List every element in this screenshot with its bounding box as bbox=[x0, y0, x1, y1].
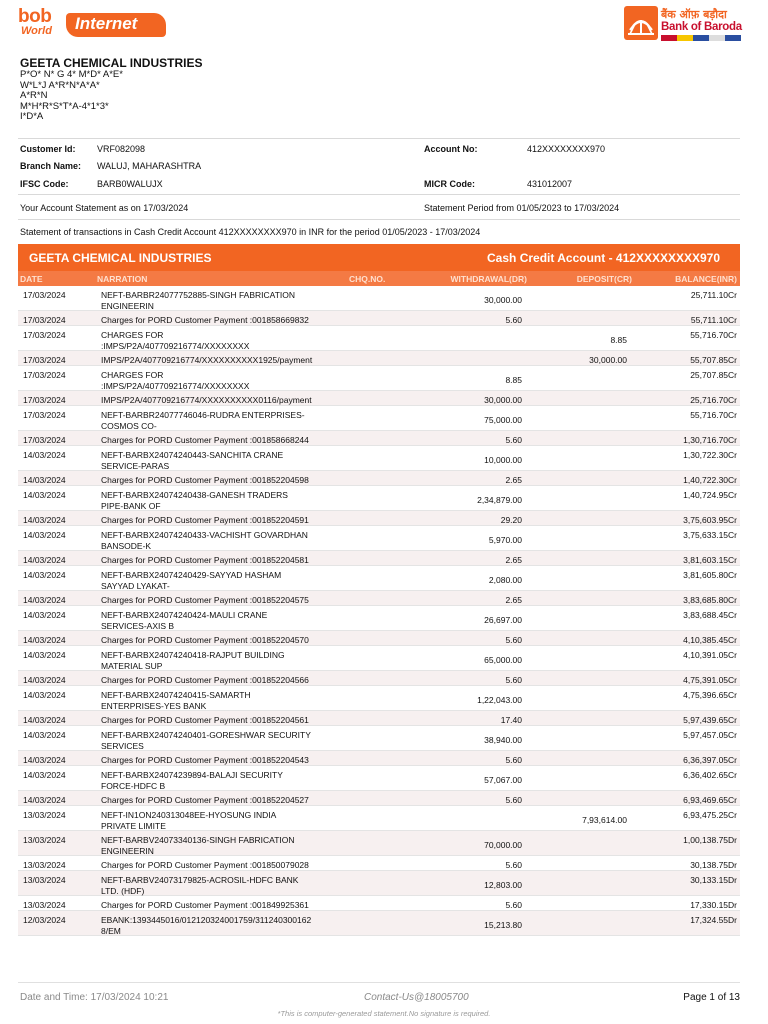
logo-world-text: World bbox=[21, 25, 52, 37]
table-row bbox=[18, 286, 740, 311]
account-no-value: 412XXXXXXXX970 bbox=[527, 144, 606, 154]
col-chq-no: CHQ.NO. bbox=[349, 274, 386, 284]
row-balance: 4,75,391.05Cr bbox=[683, 675, 737, 685]
row-balance: 5,97,439.65Cr bbox=[683, 715, 737, 725]
row-withdrawal: 26,697.00 bbox=[484, 615, 522, 625]
row-date: 13/03/2024 bbox=[23, 900, 66, 910]
narration-line: CHARGES FOR bbox=[101, 370, 164, 380]
row-withdrawal: 2.65 bbox=[505, 555, 522, 565]
narration-line: BANSODE-K bbox=[101, 540, 152, 551]
table-row bbox=[18, 311, 740, 326]
row-date: 14/03/2024 bbox=[23, 530, 66, 540]
table-row bbox=[18, 686, 740, 711]
branch-name-label: Branch Name: bbox=[20, 161, 82, 171]
customer-address bbox=[20, 70, 123, 123]
row-narration bbox=[101, 635, 309, 646]
row-withdrawal: 57,067.00 bbox=[484, 775, 522, 785]
row-withdrawal: 2.65 bbox=[505, 475, 522, 485]
narration-line: MATERIAL SUP bbox=[101, 660, 163, 671]
row-withdrawal: 5.60 bbox=[505, 795, 522, 805]
customer-name: GEETA CHEMICAL INDUSTRIES bbox=[20, 56, 203, 70]
narration-line: Charges for PORD Customer Payment :001852204570 bbox=[101, 635, 309, 645]
row-narration bbox=[101, 435, 309, 446]
narration-line: NEFT-BARBX24074239894-BALAJI SECURITY bbox=[101, 770, 283, 780]
row-balance: 4,10,391.05Cr bbox=[683, 650, 737, 660]
narration-line: PRIVATE LIMITE bbox=[101, 820, 166, 831]
row-narration bbox=[101, 690, 251, 711]
row-date: 17/03/2024 bbox=[23, 330, 66, 340]
row-narration bbox=[101, 370, 249, 391]
row-date: 17/03/2024 bbox=[23, 355, 66, 365]
table-row bbox=[18, 326, 740, 351]
row-narration bbox=[101, 475, 309, 486]
table-row bbox=[18, 711, 740, 726]
table-row bbox=[18, 446, 740, 471]
table-row bbox=[18, 486, 740, 511]
table-row bbox=[18, 566, 740, 591]
footer-note: *This is computer-generated statement.No signature is required. bbox=[277, 1009, 491, 1018]
row-narration bbox=[101, 730, 311, 751]
row-balance: 30,133.15Dr bbox=[690, 875, 737, 885]
row-date: 13/03/2024 bbox=[23, 875, 66, 885]
row-narration bbox=[101, 330, 249, 351]
narration-line: Charges for PORD Customer Payment :001858669832 bbox=[101, 315, 309, 325]
narration-line: NEFT-BARBX24074240429-SAYYAD HASHAM bbox=[101, 570, 282, 580]
row-withdrawal: 30,000.00 bbox=[484, 295, 522, 305]
narration-line: SERVICE-PARAS bbox=[101, 460, 170, 471]
table-row bbox=[18, 791, 740, 806]
baroda-sun-icon bbox=[624, 6, 658, 40]
row-balance: 55,711.10Cr bbox=[690, 315, 737, 325]
row-date: 13/03/2024 bbox=[23, 810, 66, 820]
narration-line: NEFT-BARBX24074240438-GANESH TRADERS bbox=[101, 490, 288, 500]
row-deposit: 30,000.00 bbox=[589, 355, 627, 365]
row-balance: 3,81,603.15Cr bbox=[683, 555, 737, 565]
table-row bbox=[18, 606, 740, 631]
bank-of-baroda-logo bbox=[624, 4, 744, 42]
divider bbox=[18, 138, 740, 139]
row-date: 17/03/2024 bbox=[23, 410, 66, 420]
table-row bbox=[18, 896, 740, 911]
row-date: 14/03/2024 bbox=[23, 715, 66, 725]
table-row bbox=[18, 471, 740, 486]
footer-page-number: Page 1 of 13 bbox=[683, 992, 740, 1003]
table-row bbox=[18, 351, 740, 366]
table-row bbox=[18, 391, 740, 406]
narration-line: Charges for PORD Customer Payment :001850079028 bbox=[101, 860, 309, 870]
table-row bbox=[18, 631, 740, 646]
statement-period: Statement Period from 01/05/2023 to 17/03/2024 bbox=[424, 203, 620, 213]
row-withdrawal: 12,803.00 bbox=[484, 880, 522, 890]
narration-line: NEFT-BARBX24074240401-GORESHWAR SECURITY bbox=[101, 730, 311, 740]
narration-line: ENGINEERIN bbox=[101, 845, 154, 856]
customer-id-label: Customer Id: bbox=[20, 144, 76, 154]
row-date: 17/03/2024 bbox=[23, 395, 66, 405]
row-withdrawal: 8.85 bbox=[505, 375, 522, 385]
row-withdrawal: 65,000.00 bbox=[484, 655, 522, 665]
row-withdrawal: 30,000.00 bbox=[484, 395, 522, 405]
table-row bbox=[18, 726, 740, 751]
ifsc-label: IFSC Code: bbox=[20, 179, 69, 189]
table-row bbox=[18, 831, 740, 856]
banner-account-type: Cash Credit Account - 412XXXXXXXX970 bbox=[487, 251, 720, 265]
row-date: 14/03/2024 bbox=[23, 475, 66, 485]
row-date: 12/03/2024 bbox=[23, 915, 66, 925]
table-row bbox=[18, 431, 740, 446]
row-date: 14/03/2024 bbox=[23, 635, 66, 645]
row-balance: 5,97,457.05Cr bbox=[683, 730, 737, 740]
table-row bbox=[18, 591, 740, 606]
row-narration bbox=[101, 515, 309, 526]
row-narration bbox=[101, 900, 309, 911]
row-balance: 17,324.55Dr bbox=[690, 915, 737, 925]
table-row bbox=[18, 766, 740, 791]
row-date: 14/03/2024 bbox=[23, 770, 66, 780]
address-line: I*D*A bbox=[20, 111, 44, 122]
divider bbox=[18, 194, 740, 195]
row-narration bbox=[101, 595, 309, 606]
address-line: A*R*N bbox=[20, 90, 48, 101]
row-balance: 30,138.75Dr bbox=[690, 860, 737, 870]
row-withdrawal: 29.20 bbox=[500, 515, 522, 525]
row-withdrawal: 17.40 bbox=[500, 715, 522, 725]
narration-line: :IMPS/P2A/407709216774/XXXXXXXX bbox=[101, 340, 250, 351]
row-narration bbox=[101, 755, 309, 766]
table-row bbox=[18, 911, 740, 936]
narration-line: Charges for PORD Customer Payment :001852204561 bbox=[101, 715, 309, 725]
row-balance: 6,93,475.25Cr bbox=[683, 810, 737, 820]
narration-line: NEFT-BARBX24074240443-SANCHITA CRANE bbox=[101, 450, 284, 460]
narration-line: NEFT-BARBX24074240418-RAJPUT BUILDING bbox=[101, 650, 285, 660]
row-narration bbox=[101, 915, 311, 936]
row-date: 14/03/2024 bbox=[23, 595, 66, 605]
table-header bbox=[18, 271, 740, 286]
row-balance: 4,10,385.45Cr bbox=[683, 635, 737, 645]
bank-name-english: Bank of Baroda bbox=[661, 21, 742, 33]
narration-line: Charges for PORD Customer Payment :001852204575 bbox=[101, 595, 309, 605]
narration-line: Charges for PORD Customer Payment :001852204581 bbox=[101, 555, 309, 565]
account-banner bbox=[18, 244, 740, 271]
narration-line: COSMOS CO- bbox=[101, 420, 157, 431]
row-balance: 6,36,397.05Cr bbox=[683, 755, 737, 765]
col-date: DATE bbox=[20, 274, 43, 284]
row-narration bbox=[101, 875, 298, 896]
row-withdrawal: 5.60 bbox=[505, 675, 522, 685]
narration-line: Charges for PORD Customer Payment :001849925361 bbox=[101, 900, 309, 910]
row-narration bbox=[101, 570, 281, 591]
micr-label: MICR Code: bbox=[424, 179, 475, 189]
row-balance: 25,716.70Cr bbox=[690, 395, 737, 405]
row-narration bbox=[101, 795, 309, 806]
row-balance: 3,83,685.80Cr bbox=[683, 595, 737, 605]
narration-line: Charges for PORD Customer Payment :001852204566 bbox=[101, 675, 309, 685]
row-date: 14/03/2024 bbox=[23, 515, 66, 525]
table-row bbox=[18, 646, 740, 671]
row-narration bbox=[101, 675, 309, 686]
customer-id-value: VRF082098 bbox=[97, 144, 146, 154]
narration-line: Charges for PORD Customer Payment :001852204591 bbox=[101, 515, 309, 525]
logo-bob-text: bob bbox=[18, 6, 52, 27]
row-narration bbox=[101, 610, 267, 631]
narration-line: 8/EM bbox=[101, 925, 121, 936]
address-line: W*L*J A*R*N*A*A* bbox=[20, 79, 100, 91]
ifsc-value: BARB0WALUJX bbox=[97, 179, 163, 189]
row-withdrawal: 5.60 bbox=[505, 635, 522, 645]
table-row bbox=[18, 366, 740, 391]
row-date: 17/03/2024 bbox=[23, 290, 66, 300]
narration-line: LTD. (HDF) bbox=[101, 885, 145, 896]
row-balance: 1,30,722.30Cr bbox=[683, 450, 737, 460]
row-balance: 1,30,716.70Cr bbox=[683, 435, 737, 445]
row-deposit: 7,93,614.00 bbox=[582, 815, 627, 825]
row-date: 14/03/2024 bbox=[23, 755, 66, 765]
row-deposit: 8.85 bbox=[610, 335, 627, 345]
row-balance: 55,716.70Cr bbox=[690, 410, 737, 420]
row-balance: 6,36,402.65Cr bbox=[683, 770, 737, 780]
narration-line: NEFT-BARBR24077746046-RUDRA ENTERPRISES- bbox=[101, 410, 305, 420]
narration-line: NEFT-BARBX24074240433-VACHISHT GOVARDHAN bbox=[101, 530, 308, 540]
narration-line: NEFT-BARBV24073179825-ACROSIL-HDFC BANK bbox=[101, 875, 299, 885]
narration-line: NEFT-BARBR24077752885-SINGH FABRICATION bbox=[101, 290, 295, 300]
row-balance: 1,40,722.30Cr bbox=[683, 475, 737, 485]
footer-datetime: Date and Time: 17/03/2024 10:21 bbox=[20, 992, 169, 1003]
transactions-table bbox=[18, 286, 740, 936]
row-balance: 3,75,603.95Cr bbox=[683, 515, 737, 525]
row-balance: 3,75,633.15Cr bbox=[683, 530, 737, 540]
row-withdrawal: 2,080.00 bbox=[488, 575, 522, 585]
row-withdrawal: 2.65 bbox=[505, 595, 522, 605]
row-withdrawal: 75,000.00 bbox=[484, 415, 522, 425]
logo-color-strip bbox=[661, 35, 741, 41]
row-date: 17/03/2024 bbox=[23, 370, 66, 380]
table-row bbox=[18, 806, 740, 831]
table-row bbox=[18, 551, 740, 566]
row-withdrawal: 10,000.00 bbox=[484, 455, 522, 465]
row-balance: 17,330.15Dr bbox=[690, 900, 737, 910]
col-balance: BALANCE(INR) bbox=[675, 274, 737, 284]
row-narration bbox=[101, 530, 308, 551]
row-date: 14/03/2024 bbox=[23, 450, 66, 460]
row-narration bbox=[101, 810, 276, 831]
narration-line: Charges for PORD Customer Payment :001852204543 bbox=[101, 755, 309, 765]
row-balance: 4,75,396.65Cr bbox=[683, 690, 737, 700]
bank-name-hindi: बैंक ऑफ़ बड़ौदा bbox=[661, 8, 727, 21]
row-balance: 25,707.85Cr bbox=[690, 370, 737, 380]
row-withdrawal: 5,970.00 bbox=[488, 535, 522, 545]
narration-line: CHARGES FOR bbox=[101, 330, 164, 340]
col-narration: NARRATION bbox=[97, 274, 148, 284]
address-line: P*O* N* G 4* M*D* A*E* bbox=[20, 69, 123, 80]
row-withdrawal: 38,940.00 bbox=[484, 735, 522, 745]
divider bbox=[18, 219, 740, 220]
address-line: M*H*R*S*T*A-4*1*3* bbox=[20, 100, 109, 112]
narration-line: :IMPS/P2A/407709216774/XXXXXXXX bbox=[101, 380, 250, 391]
row-balance: 3,81,605.80Cr bbox=[683, 570, 737, 580]
narration-line: SERVICES bbox=[101, 740, 144, 751]
table-row bbox=[18, 526, 740, 551]
row-date: 14/03/2024 bbox=[23, 555, 66, 565]
narration-line: ENGINEERIN bbox=[101, 300, 154, 311]
row-narration bbox=[101, 770, 283, 791]
narration-line: Charges for PORD Customer Payment :001852204598 bbox=[101, 475, 309, 485]
row-withdrawal: 15,213.80 bbox=[484, 920, 522, 930]
row-withdrawal: 5.60 bbox=[505, 435, 522, 445]
row-withdrawal: 2,34,879.00 bbox=[477, 495, 522, 505]
branch-name-value: WALUJ, MAHARASHTRA bbox=[97, 161, 202, 171]
row-withdrawal: 1,22,043.00 bbox=[477, 695, 522, 705]
row-balance: 1,00,138.75Dr bbox=[683, 835, 737, 845]
table-row bbox=[18, 856, 740, 871]
row-date: 14/03/2024 bbox=[23, 490, 66, 500]
micr-value: 431012007 bbox=[527, 179, 573, 189]
narration-line: FORCE-HDFC B bbox=[101, 780, 166, 791]
row-date: 14/03/2024 bbox=[23, 795, 66, 805]
row-narration bbox=[101, 860, 309, 871]
row-date: 14/03/2024 bbox=[23, 570, 66, 580]
row-withdrawal: 5.60 bbox=[505, 900, 522, 910]
row-withdrawal: 5.60 bbox=[505, 755, 522, 765]
row-narration bbox=[101, 315, 309, 326]
banner-company: GEETA CHEMICAL INDUSTRIES bbox=[29, 251, 212, 265]
row-narration bbox=[101, 355, 312, 366]
row-balance: 25,711.10Cr bbox=[690, 290, 737, 300]
row-date: 13/03/2024 bbox=[23, 835, 66, 845]
narration-line: NEFT-BARBX24074240415-SAMARTH bbox=[101, 690, 251, 700]
footer-divider bbox=[18, 982, 740, 983]
row-withdrawal: 70,000.00 bbox=[484, 840, 522, 850]
table-row bbox=[18, 406, 740, 431]
narration-line: SAYYAD LYAKAT- bbox=[101, 580, 170, 591]
row-narration bbox=[101, 835, 295, 856]
row-withdrawal: 5.60 bbox=[505, 315, 522, 325]
row-date: 14/03/2024 bbox=[23, 610, 66, 620]
row-date: 17/03/2024 bbox=[23, 315, 66, 325]
table-row bbox=[18, 751, 740, 766]
row-narration bbox=[101, 715, 309, 726]
table-row bbox=[18, 671, 740, 686]
row-balance: 3,83,688.45Cr bbox=[683, 610, 737, 620]
narration-line: NEFT-IN1ON240313048EE-HYOSUNG INDIA bbox=[101, 810, 277, 820]
row-narration bbox=[101, 555, 309, 566]
table-row bbox=[18, 871, 740, 896]
statement-description: Statement of transactions in Cash Credit Account 412XXXXXXXX970 in INR for the period 01/05/2023 - 17/03/2024 bbox=[20, 227, 481, 237]
row-balance: 1,40,724.95Cr bbox=[683, 490, 737, 500]
row-narration bbox=[101, 650, 285, 671]
row-date: 14/03/2024 bbox=[23, 650, 66, 660]
row-date: 14/03/2024 bbox=[23, 675, 66, 685]
narration-line: IMPS/P2A/407709216774/XXXXXXXXXX0116/payment bbox=[101, 395, 312, 405]
bob-world-internet-logo bbox=[18, 6, 158, 36]
table-row bbox=[18, 511, 740, 526]
row-date: 14/03/2024 bbox=[23, 730, 66, 740]
narration-line: NEFT-BARBX24074240424-MAULI CRANE bbox=[101, 610, 268, 620]
narration-line: IMPS/P2A/407709216774/XXXXXXXXXX1925/payment bbox=[101, 355, 313, 365]
narration-line: PIPE-BANK OF bbox=[101, 500, 161, 511]
row-withdrawal: 5.60 bbox=[505, 860, 522, 870]
row-narration bbox=[101, 395, 312, 406]
statement-as-on: Your Account Statement as on 17/03/2024 bbox=[20, 203, 189, 213]
row-balance: 6,93,469.65Cr bbox=[683, 795, 737, 805]
narration-line: EBANK:1393445016/012120324001759/311240300162 bbox=[101, 915, 312, 925]
row-date: 17/03/2024 bbox=[23, 435, 66, 445]
narration-line: SERVICES-AXIS B bbox=[101, 620, 175, 631]
narration-line: ENTERPRISES-YES BANK bbox=[101, 700, 207, 711]
row-date: 14/03/2024 bbox=[23, 690, 66, 700]
footer-contact-link[interactable]: Contact-Us@18005700 bbox=[364, 992, 469, 1003]
narration-line: Charges for PORD Customer Payment :001852204527 bbox=[101, 795, 309, 805]
row-narration bbox=[101, 290, 295, 311]
row-balance: 55,707.85Cr bbox=[690, 355, 737, 365]
row-narration bbox=[101, 450, 283, 471]
account-no-label: Account No: bbox=[424, 144, 478, 154]
narration-line: NEFT-BARBV24073340136-SINGH FABRICATION bbox=[101, 835, 295, 845]
col-withdrawal: WITHDRAWAL(DR) bbox=[450, 274, 527, 284]
col-deposit: DEPOSIT(CR) bbox=[576, 274, 632, 284]
logo-internet-text: Internet bbox=[66, 13, 166, 37]
row-narration bbox=[101, 410, 305, 431]
row-narration bbox=[101, 490, 288, 511]
row-date: 13/03/2024 bbox=[23, 860, 66, 870]
row-balance: 55,716.70Cr bbox=[690, 330, 737, 340]
narration-line: Charges for PORD Customer Payment :001858668244 bbox=[101, 435, 309, 445]
